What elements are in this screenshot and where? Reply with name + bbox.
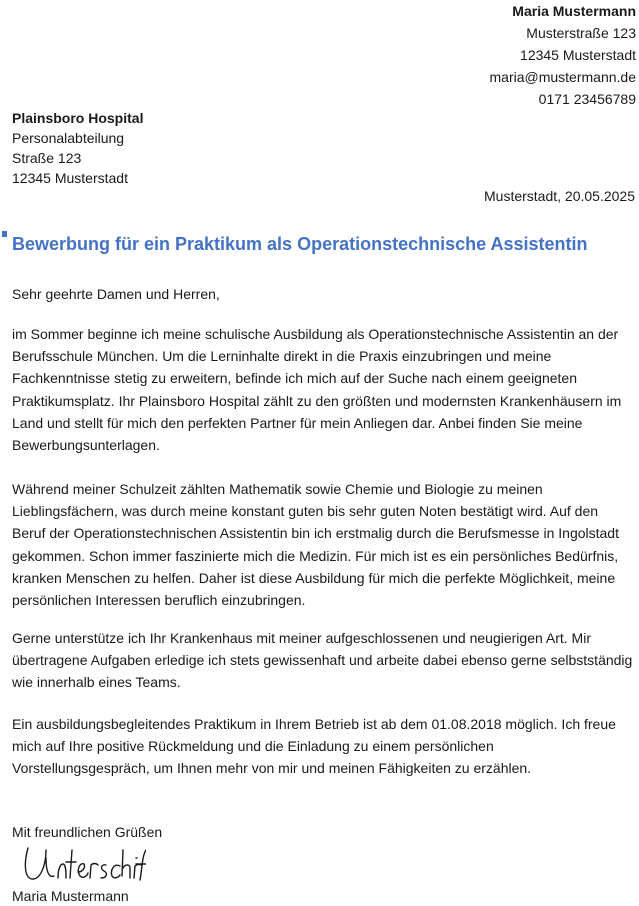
sender-address-block	[490, 0, 637, 110]
recipient-organization: Plainsboro Hospital	[12, 110, 144, 126]
recipient-street: Straße 123	[12, 150, 82, 166]
letter-date: Musterstadt, 20.05.2025	[484, 188, 635, 204]
sender-phone: 0171 23456789	[538, 91, 636, 107]
sender-street: Musterstraße 123	[526, 25, 636, 41]
body-paragraph-2: Während meiner Schulzeit zählten Mathematik sowie Chemie und Biologie zu meinen Lieblingsfächern, was durch meine konstant guten bis sehr guten Noten bestätigt wird. Auf den Beruf der Operationstechnischen Assistentin bin ich erstmalig durch die Berufsmesse in Ingolstadt gekommen. Schon immer faszinierte mich die Medizin. Für mich ist es ein persönliches Bedürfnis, kranken Menschen zu helfen. Daher ist diese Ausbildung für mich die perfekte Möglichkeit, meine persönlichen Interessen beruflich einzubringen.	[12, 481, 619, 609]
recipient-address-block	[12, 108, 143, 188]
sender-email: maria@mustermann.de	[489, 69, 636, 85]
body-paragraph-1: im Sommer beginne ich meine schulische Ausbildung als Operationstechnische Assistentin an der Berufsschule München. Um die Lerninhalte direkt in die Praxis einzubringen und meine Fachkenntnisse stetig zu erweitern, befinde ich mich auf der Suche nach einem geeigneten Praktikumsplatz. Ihr Plainsboro Hospital zählt zu den größten und modernsten Krankenhäusern im Land und stellt für mich den perfekten Partner für mein Anliegen dar. Anbei finden Sie meine Bewerbungsunterlagen.	[12, 326, 622, 454]
recipient-department: Personalabteilung	[12, 130, 125, 146]
body-paragraph-3: Gerne unterstütze ich Ihr Krankenhaus mit meiner aufgeschlossenen und neugierigen Art. Mir übertragene Aufgaben erledige ich stets gewissenhaft und arbeite dabei ebenso gerne selbstständig wie innerhalb eines Teams.	[12, 630, 633, 691]
salutation: Sehr geehrte Damen und Herren,	[12, 286, 220, 302]
recipient-city: 12345 Musterstadt	[12, 170, 128, 186]
sender-name: Maria Mustermann	[512, 3, 636, 19]
subject-marker	[2, 231, 7, 237]
signer-name: Maria Mustermann	[12, 888, 129, 904]
closing-phrase: Mit freundlichen Grüßen	[12, 824, 163, 840]
handwritten-signature	[16, 838, 146, 888]
sender-city: 12345 Musterstadt	[520, 47, 636, 63]
letter-subject: Bewerbung für ein Praktikum als Operationstechnische Assistentin	[12, 234, 588, 254]
body-paragraph-4: Ein ausbildungsbegleitendes Praktikum in Ihrem Betrieb ist ab dem 01.08.2018 möglich. Ich freue mich auf Ihre positive Rückmeldung und die Einladung zu einem persönlichen Vorstellungsgespräch, um Ihnen mehr von mir und meinen Fähigkeiten zu erzählen.	[12, 716, 616, 777]
